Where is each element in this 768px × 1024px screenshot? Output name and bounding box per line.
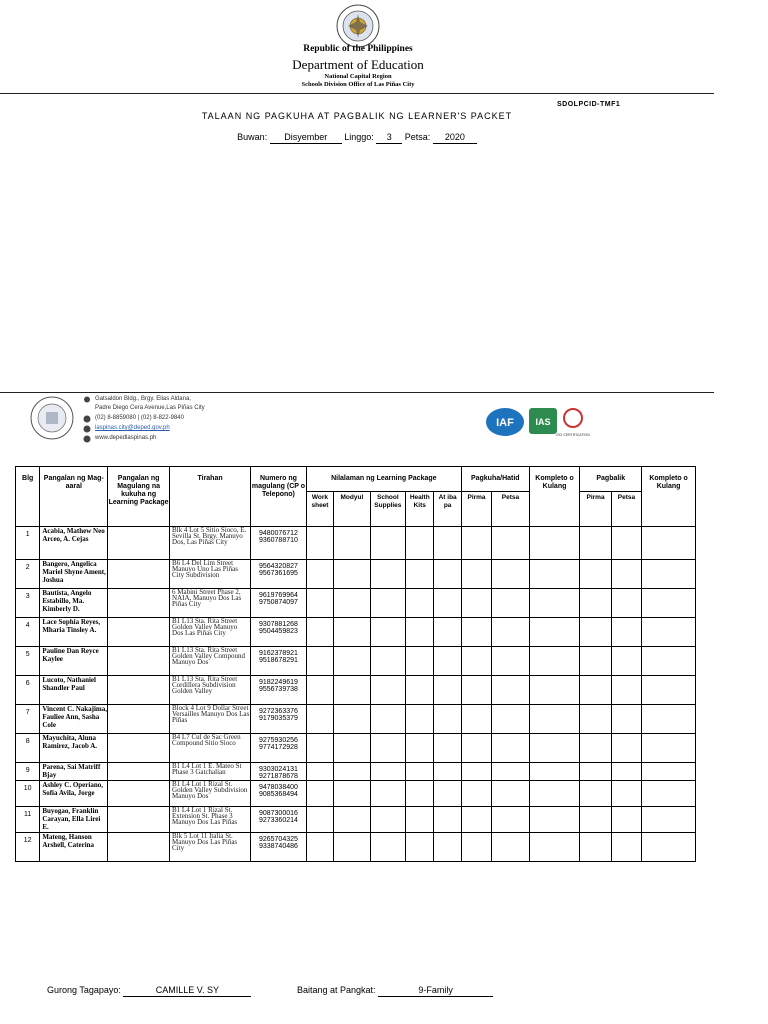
kompleto-1-cell[interactable] (529, 781, 580, 807)
student-name: Ashley C. Operiano, Sofia Avila, Jorge (40, 781, 108, 807)
at-iba-pa-cell[interactable] (434, 781, 461, 807)
pirma-2-cell[interactable] (580, 589, 611, 618)
parent-name-cell[interactable] (108, 763, 170, 781)
health-kits-cell[interactable] (406, 589, 434, 618)
at-iba-pa-cell[interactable] (434, 807, 461, 833)
student-name: Pauline Dan Reyce Kaylee (40, 647, 108, 676)
petsa-2-cell[interactable] (611, 763, 641, 781)
footer-address-2: Padre Diego Cera Avenue,Las Piñas City (95, 405, 205, 411)
iso-cert-logo: ISO CERTIFICATION (556, 433, 590, 437)
parent-name-cell[interactable] (108, 618, 170, 647)
pirma-2-cell[interactable] (580, 763, 611, 781)
department-header: Department of Education (292, 57, 424, 72)
petsa-1-cell[interactable] (492, 763, 529, 781)
col-health-kits: Health Kits (406, 492, 434, 527)
table-row (16, 807, 696, 833)
table-row (16, 763, 696, 781)
division-header: Schools Division Office of Las Piñas City (301, 81, 415, 88)
student-name: Lace Sophia Reyes, Mharia Tinsley A. (40, 618, 108, 647)
row-number: 11 (16, 807, 40, 833)
col-work-sheet: Work sheet (306, 492, 333, 527)
kompleto-2-cell[interactable] (642, 618, 696, 647)
phone-number: 9265704325 9338740486 (251, 833, 307, 862)
col-at-iba-pa: At iba pa (434, 492, 461, 527)
pirma-1-cell[interactable] (461, 734, 491, 763)
phone-number: 9480076712 9360788710 (251, 527, 307, 560)
phone-number: 9087300016 9273360214 (251, 807, 307, 833)
petsa-2-cell[interactable] (611, 833, 641, 862)
col-kompleto-1: Kompleto o Kulang (529, 467, 580, 527)
phone-number: 9564320827 9567361695 (251, 560, 307, 589)
petsa-1-cell[interactable] (492, 705, 529, 734)
kompleto-1-cell[interactable] (529, 807, 580, 833)
student-name: Bautista, Angelo Estabillo, Ma. Kimberly D. (40, 589, 108, 618)
footer-divider (0, 392, 714, 393)
col-pagbalik: Pagbalik (580, 467, 642, 492)
health-kits-cell[interactable] (406, 705, 434, 734)
pirma-2-cell[interactable] (580, 807, 611, 833)
at-iba-pa-cell[interactable] (434, 618, 461, 647)
kompleto-1-cell[interactable] (529, 833, 580, 862)
table-row (16, 589, 696, 618)
petsa-1-cell[interactable] (492, 560, 529, 589)
kompleto-2-cell[interactable] (642, 705, 696, 734)
pirma-1-cell[interactable] (461, 676, 491, 705)
work-sheet-cell[interactable] (306, 618, 333, 647)
school-supplies-cell[interactable] (370, 589, 405, 618)
baitang-label: Baitang at Pangkat: (297, 985, 376, 995)
certification-logos (485, 404, 605, 445)
health-kits-cell[interactable] (406, 833, 434, 862)
iaf-logo: IAF (496, 417, 514, 429)
student-name: Acabia, Mathew Neo Arceo, A. Cejas (40, 527, 108, 560)
petsa-2-cell[interactable] (611, 676, 641, 705)
parent-name-cell[interactable] (108, 589, 170, 618)
work-sheet-cell[interactable] (306, 676, 333, 705)
parent-name-cell[interactable] (108, 527, 170, 560)
address: B6 L4 Del Lim Street Manuyo Uno Las Piñas City Subdivision (170, 560, 251, 589)
student-name: Parena, Sai Matriff Bjay (40, 763, 108, 781)
address: B1 L4 Lot 1 Rizal St. Golden Valley Subdivision Manuyo Dos (170, 781, 251, 807)
linggo-label: Linggo: (344, 132, 374, 142)
kompleto-1-cell[interactable] (529, 589, 580, 618)
row-number: 6 (16, 676, 40, 705)
petsa-2-cell[interactable] (611, 807, 641, 833)
pirma-1-cell[interactable] (461, 705, 491, 734)
petsa-1-cell[interactable] (492, 527, 529, 560)
parent-name-cell[interactable] (108, 647, 170, 676)
modyul-cell[interactable] (334, 781, 370, 807)
work-sheet-cell[interactable] (306, 807, 333, 833)
kompleto-1-cell[interactable] (529, 705, 580, 734)
table-row (16, 618, 696, 647)
modyul-cell[interactable] (334, 705, 370, 734)
pirma-1-cell[interactable] (461, 833, 491, 862)
pirma-2-cell[interactable] (580, 705, 611, 734)
col-pagkuha: Pagkuha/Hatid (461, 467, 529, 492)
row-number: 4 (16, 618, 40, 647)
kompleto-2-cell[interactable] (642, 807, 696, 833)
modyul-cell[interactable] (334, 618, 370, 647)
petsa-2-cell[interactable] (611, 647, 641, 676)
work-sheet-cell[interactable] (306, 647, 333, 676)
at-iba-pa-cell[interactable] (434, 589, 461, 618)
kompleto-1-cell[interactable] (529, 618, 580, 647)
col-kompleto-2: Kompleto o Kulang (642, 467, 696, 527)
work-sheet-cell[interactable] (306, 734, 333, 763)
pirma-2-cell[interactable] (580, 734, 611, 763)
student-name: Buyogao, Franklin Carayan, Ella Lirei E. (40, 807, 108, 833)
gurong-label: Gurong Tagapayo: (47, 985, 121, 995)
row-number: 7 (16, 705, 40, 734)
modyul-cell[interactable] (334, 763, 370, 781)
pirma-1-cell[interactable] (461, 618, 491, 647)
pirma-2-cell[interactable] (580, 560, 611, 589)
deped-seal-logo (336, 4, 380, 48)
work-sheet-cell[interactable] (306, 527, 333, 560)
col-tirahan: Tirahan (170, 467, 251, 527)
row-number: 3 (16, 589, 40, 618)
address: B1 L13 Sta. Rita Street Golden Valley Manuyo Dos Las Piñas City (170, 618, 251, 647)
petsa-1-cell[interactable] (492, 734, 529, 763)
phone-icon (83, 415, 91, 423)
phone-number: 9619769964 9750874097 (251, 589, 307, 618)
parent-name-cell[interactable] (108, 560, 170, 589)
student-name: Bangero, Angelica Mariel Shyne Ament, Joshua (40, 560, 108, 589)
col-blg: Blg (16, 467, 40, 527)
header-divider (0, 93, 714, 94)
health-kits-cell[interactable] (406, 647, 434, 676)
pirma-2-cell[interactable] (580, 647, 611, 676)
col-modyul: Modyul (334, 492, 370, 527)
footer-phone: (02) 8-8859080 | (02) 8-822-9840 (95, 415, 184, 421)
kompleto-2-cell[interactable] (642, 676, 696, 705)
at-iba-pa-cell[interactable] (434, 676, 461, 705)
petsa-2-cell[interactable] (611, 618, 641, 647)
parent-name-cell[interactable] (108, 833, 170, 862)
health-kits-cell[interactable] (406, 676, 434, 705)
republic-header: Republic of the Philippines (303, 44, 413, 54)
pirma-1-cell[interactable] (461, 807, 491, 833)
buwan-label: Buwan: (237, 132, 268, 142)
address: B4 L7 Cul de Sac Green Compound Sitio Sioco (170, 734, 251, 763)
city-seal-logo (30, 396, 74, 440)
gurong-value: CAMILLE V. SY (123, 985, 251, 997)
work-sheet-cell[interactable] (306, 560, 333, 589)
footer-website: www.depedlaspinas.ph (95, 435, 157, 441)
form-code: SDOLPCID-TMF1 (557, 101, 621, 108)
pirma-2-cell[interactable] (580, 527, 611, 560)
buwan-value: Disyember (270, 132, 342, 144)
kompleto-1-cell[interactable] (529, 527, 580, 560)
address: Block 4 Lot 9 Dollar Street Versailles Manuyo Dos Las Piñas (170, 705, 251, 734)
work-sheet-cell[interactable] (306, 589, 333, 618)
phone-number: 9272363376 9179035379 (251, 705, 307, 734)
kompleto-2-cell[interactable] (642, 781, 696, 807)
at-iba-pa-cell[interactable] (434, 734, 461, 763)
student-name: Vincent C. Nakajima, Fauliee Ann, Sasha Cole (40, 705, 108, 734)
modyul-cell[interactable] (334, 527, 370, 560)
phone-number: 9307881268 9504459823 (251, 618, 307, 647)
col-petsa-2: Petsa (611, 492, 641, 527)
petsa-2-cell[interactable] (611, 589, 641, 618)
col-petsa-1: Petsa (492, 492, 529, 527)
petsa-1-cell[interactable] (492, 589, 529, 618)
petsa-1-cell[interactable] (492, 807, 529, 833)
kompleto-2-cell[interactable] (642, 589, 696, 618)
modyul-cell[interactable] (334, 589, 370, 618)
row-number: 12 (16, 833, 40, 862)
gurong-tagapayo (47, 985, 251, 997)
health-kits-cell[interactable] (406, 618, 434, 647)
work-sheet-cell[interactable] (306, 833, 333, 862)
col-pirma-2: Pirma (580, 492, 611, 527)
pirma-2-cell[interactable] (580, 781, 611, 807)
col-pangalan-magulang: Pangalan ng Magulang na kukuha ng Learning Package (108, 467, 170, 527)
petsa-2-cell[interactable] (611, 781, 641, 807)
parent-name-cell[interactable] (108, 734, 170, 763)
col-pirma-1: Pirma (461, 492, 491, 527)
health-kits-cell[interactable] (406, 781, 434, 807)
petsa-label: Petsa: (404, 132, 431, 142)
school-supplies-cell[interactable] (370, 618, 405, 647)
petsa-1-cell[interactable] (492, 781, 529, 807)
kompleto-1-cell[interactable] (529, 734, 580, 763)
col-pangalan-magaaral: Pangalan ng Mag-aaral (40, 467, 108, 527)
kompleto-2-cell[interactable] (642, 560, 696, 589)
health-kits-cell[interactable] (406, 763, 434, 781)
petsa-2-cell[interactable] (611, 560, 641, 589)
ias-logo: IAS (535, 417, 551, 427)
col-numero: Numero ng magulang (CP o Telepono) (251, 467, 307, 527)
parent-name-cell[interactable] (108, 781, 170, 807)
student-name: Mateng, Hanson Arshell, Caterina (40, 833, 108, 862)
pirma-1-cell[interactable] (461, 589, 491, 618)
address: Blk 5 Lot 11 Italia St. Manuyo Dos Las Piñas City (170, 833, 251, 862)
kompleto-2-cell[interactable] (642, 527, 696, 560)
at-iba-pa-cell[interactable] (434, 560, 461, 589)
school-supplies-cell[interactable] (370, 807, 405, 833)
petsa-1-cell[interactable] (492, 833, 529, 862)
kompleto-1-cell[interactable] (529, 560, 580, 589)
pirma-2-cell[interactable] (580, 676, 611, 705)
row-number: 5 (16, 647, 40, 676)
pirma-1-cell[interactable] (461, 781, 491, 807)
health-kits-cell[interactable] (406, 807, 434, 833)
address: B1 L4 Lot 1 E. Mateo St Phase 3 Gatchalian (170, 763, 251, 781)
modyul-cell[interactable] (334, 833, 370, 862)
petsa-2-cell[interactable] (611, 734, 641, 763)
phone-number: 9303024131 9271878678 (251, 763, 307, 781)
health-kits-cell[interactable] (406, 734, 434, 763)
at-iba-pa-cell[interactable] (434, 647, 461, 676)
phone-number: 9478038400 9085368494 (251, 781, 307, 807)
work-sheet-cell[interactable] (306, 705, 333, 734)
modyul-cell[interactable] (334, 734, 370, 763)
date-line (0, 132, 714, 144)
at-iba-pa-cell[interactable] (434, 527, 461, 560)
at-iba-pa-cell[interactable] (434, 763, 461, 781)
parent-name-cell[interactable] (108, 807, 170, 833)
phone-number: 9182249619 9556739738 (251, 676, 307, 705)
globe-icon (83, 435, 91, 443)
school-supplies-cell[interactable] (370, 527, 405, 560)
school-supplies-cell[interactable] (370, 705, 405, 734)
col-nilalaman: Nilalaman ng Learning Package (306, 467, 461, 492)
modyul-cell[interactable] (334, 647, 370, 676)
col-school-supplies: School Supplies (370, 492, 405, 527)
linggo-value: 3 (376, 132, 402, 144)
petsa-1-cell[interactable] (492, 618, 529, 647)
health-kits-cell[interactable] (406, 527, 434, 560)
kompleto-1-cell[interactable] (529, 647, 580, 676)
table-row (16, 527, 696, 560)
kompleto-2-cell[interactable] (642, 833, 696, 862)
school-supplies-cell[interactable] (370, 676, 405, 705)
email-icon (83, 425, 91, 433)
petsa-2-cell[interactable] (611, 527, 641, 560)
at-iba-pa-cell[interactable] (434, 705, 461, 734)
table-row (16, 705, 696, 734)
kompleto-2-cell[interactable] (642, 734, 696, 763)
kompleto-1-cell[interactable] (529, 763, 580, 781)
modyul-cell[interactable] (334, 807, 370, 833)
table-row (16, 560, 696, 589)
parent-name-cell[interactable] (108, 705, 170, 734)
location-pin-icon (83, 396, 91, 404)
work-sheet-cell[interactable] (306, 763, 333, 781)
phone-number: 9275930256 9774172928 (251, 734, 307, 763)
form-title: TALAAN NG PAGKUHA AT PAGBALIK NG LEARNER'S PACKET (201, 111, 513, 121)
pirma-1-cell[interactable] (461, 763, 491, 781)
work-sheet-cell[interactable] (306, 781, 333, 807)
row-number: 8 (16, 734, 40, 763)
footer-address-1: Gatsaldon Bldg., Brgy. Elias Aldana, (95, 396, 191, 402)
learner-packet-table (15, 466, 696, 862)
table-row (16, 734, 696, 763)
at-iba-pa-cell[interactable] (434, 833, 461, 862)
baitang-pangkat (297, 985, 493, 997)
school-supplies-cell[interactable] (370, 647, 405, 676)
kompleto-1-cell[interactable] (529, 676, 580, 705)
student-name: Lucoto, Nathaniel Shandler Paul (40, 676, 108, 705)
footer-email-link[interactable]: laspinas.city@deped.gov.ph (95, 425, 170, 431)
modyul-cell[interactable] (334, 676, 370, 705)
school-supplies-cell[interactable] (370, 560, 405, 589)
petsa-value: 2020 (433, 132, 477, 144)
table-row (16, 781, 696, 807)
pirma-1-cell[interactable] (461, 527, 491, 560)
kompleto-2-cell[interactable] (642, 763, 696, 781)
school-supplies-cell[interactable] (370, 734, 405, 763)
address: Blk 4 Lot 5 Sitio Sioco, E. Sevilla St. Brgy. Manuyo Dos, Las Piñas City (170, 527, 251, 560)
address: 6 Mabini Street Phase 2, NAIA, Manuyo Dos Las Piñas City (170, 589, 251, 618)
pirma-2-cell[interactable] (580, 833, 611, 862)
school-supplies-cell[interactable] (370, 781, 405, 807)
school-supplies-cell[interactable] (370, 833, 405, 862)
pirma-1-cell[interactable] (461, 647, 491, 676)
row-number: 2 (16, 560, 40, 589)
table-row (16, 833, 696, 862)
pirma-1-cell[interactable] (461, 560, 491, 589)
modyul-cell[interactable] (334, 560, 370, 589)
phone-number: 9162378921 9518678291 (251, 647, 307, 676)
row-number: 10 (16, 781, 40, 807)
student-name: Mayuchita, Aluna Ramirez, Jacob A. (40, 734, 108, 763)
table-row (16, 676, 696, 705)
pirma-2-cell[interactable] (580, 618, 611, 647)
table-row (16, 647, 696, 676)
school-supplies-cell[interactable] (370, 763, 405, 781)
row-number: 9 (16, 763, 40, 781)
address: B1 L4 Lot 1 Rizal St. Extension St. Phase 3 Manuyo Dos Las Piñas (170, 807, 251, 833)
petsa-2-cell[interactable] (611, 705, 641, 734)
address: B1 L13 Sta. Rita Street Golden Valley Compound Manuyo Dos (170, 647, 251, 676)
region-header: National Capital Region (324, 73, 392, 80)
kompleto-2-cell[interactable] (642, 647, 696, 676)
parent-name-cell[interactable] (108, 676, 170, 705)
address: B1 L13 Sta. Rita Street Cordillera Subdivision Golden Valley (170, 676, 251, 705)
petsa-1-cell[interactable] (492, 676, 529, 705)
row-number: 1 (16, 527, 40, 560)
petsa-1-cell[interactable] (492, 647, 529, 676)
baitang-value: 9-Family (378, 985, 493, 997)
health-kits-cell[interactable] (406, 560, 434, 589)
